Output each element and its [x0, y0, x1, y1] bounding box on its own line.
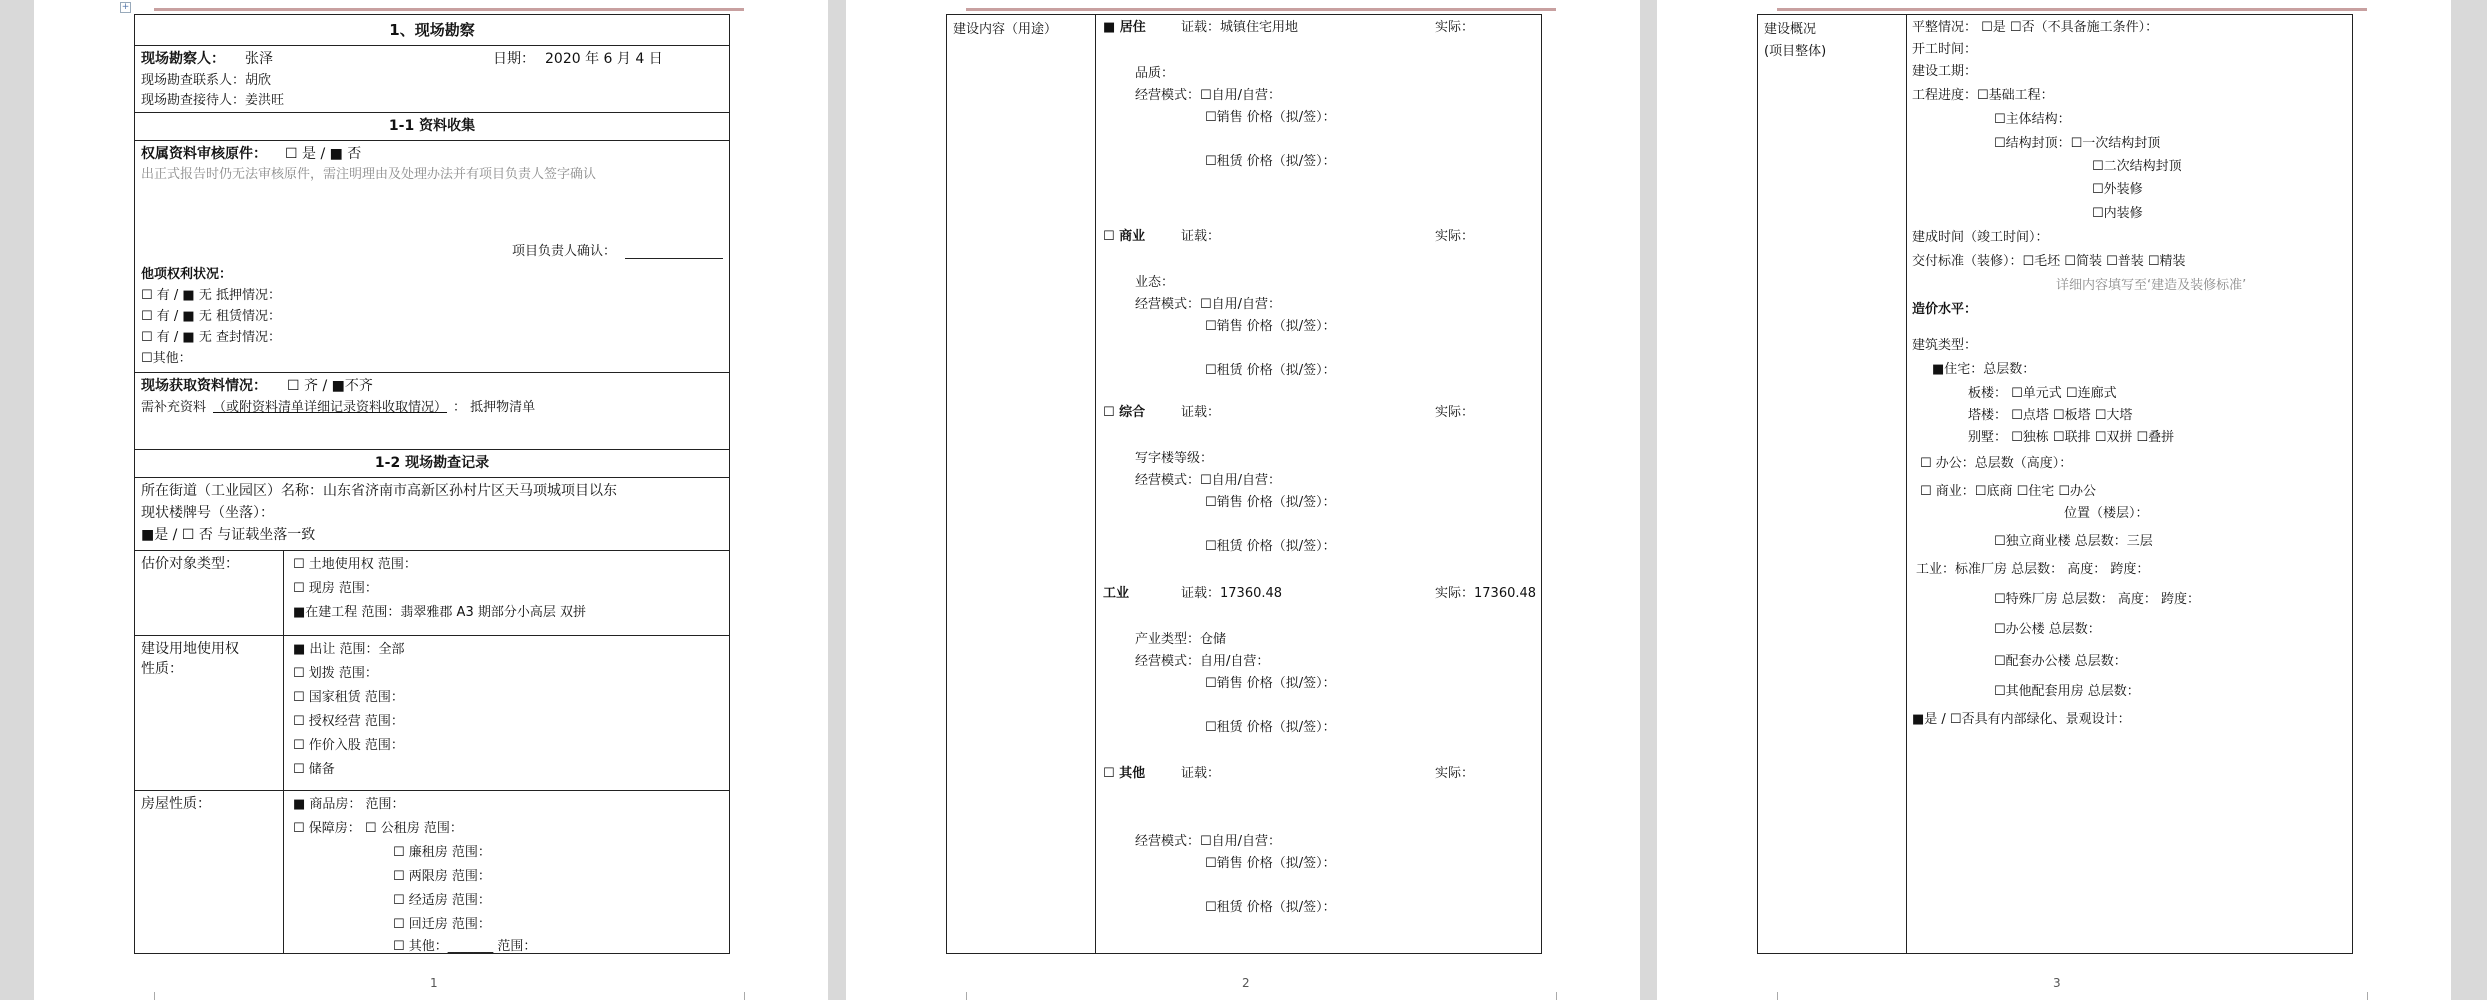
rights-item-seizure[interactable]: ☐ 有 / ■ 无 查封情况：	[141, 330, 281, 345]
supplement-label: 需补充资料	[141, 400, 207, 415]
usage-block-line[interactable]: ☐租赁 价格（拟/签）：	[1205, 720, 1336, 735]
land-item-equity[interactable]: ☐ 作价入股 范围：	[293, 738, 404, 753]
overview-line[interactable]: 开工时间：	[1912, 42, 1978, 57]
match-line[interactable]: ■是 / ☐ 否 与证载坐落一致	[141, 527, 316, 543]
overview-line[interactable]: ☐结构封顶：☐一次结构封顶	[1994, 136, 2161, 151]
house-item-affordable[interactable]: ☐ 保障房： ☐ 公租房 范围：	[293, 821, 463, 836]
usage-block-line[interactable]: 经营模式：☐自用/自营：	[1135, 834, 1282, 849]
house-item-two-limit[interactable]: ☐ 两限房 范围：	[393, 869, 491, 884]
usage-block-line[interactable]: 品质：	[1135, 66, 1175, 81]
valuation-item-land[interactable]: ☐ 土地使用权 范围：	[293, 557, 417, 572]
usage-block-line[interactable]: 写字楼等级：	[1135, 451, 1214, 466]
overview-line[interactable]: 别墅： ☐独栋 ☐联排 ☐双拼 ☐叠拼	[1968, 430, 2175, 445]
overview-lines	[1906, 15, 2352, 953]
onsite-label: 现场获取资料情况：	[141, 378, 267, 394]
overview-line[interactable]: 塔楼： ☐点塔 ☐板塔 ☐大塔	[1968, 408, 2133, 423]
overview-line[interactable]: ☐其他配套用房 总层数：	[1994, 684, 2140, 699]
surveyor-name[interactable]: 张泽	[245, 51, 273, 67]
usage-block-line[interactable]: ☐租赁 价格（拟/签）：	[1205, 154, 1336, 169]
valuation-item-construction[interactable]: ■在建工程 范围：翡翠雅郡 A3 期部分小高层 双拼	[293, 605, 586, 620]
footer-mark-left	[1777, 992, 1778, 1000]
street-line[interactable]: 所在街道（工业园区）名称：山东省济南市高新区孙村片区天马项城项目以东	[141, 483, 617, 499]
overview-left-label-2: (项目整体)	[1764, 44, 1827, 59]
overview-line[interactable]: 详细内容填写至‘建造及装修标准’	[2056, 278, 2247, 293]
survey-table-page2	[946, 14, 1542, 954]
land-row	[135, 635, 729, 791]
valuation-row	[135, 550, 729, 636]
footer-mark-left	[966, 992, 967, 1000]
ownership-row	[135, 140, 729, 373]
usage-block-head[interactable]: ☐ 其他	[1103, 766, 1146, 781]
header-rule	[154, 8, 744, 11]
overview-line[interactable]: ☐二次结构封顶	[2092, 159, 2182, 174]
rights-item-lease[interactable]: ☐ 有 / ■ 无 租赁情况：	[141, 309, 281, 324]
footer-mark-right	[744, 992, 745, 1000]
footer-mark-right	[2367, 992, 2368, 1000]
house-label: 房屋性质：	[141, 796, 211, 812]
header-rule	[1777, 8, 2367, 11]
ownership-note: 出正式报告时仍无法审核原件，需注明理由及处理办法并有项目负责人签字确认	[141, 167, 597, 182]
overview-line[interactable]: 造价水平：	[1912, 302, 1978, 317]
house-item-other[interactable]: ☐ 其他：_______ 范围：	[393, 939, 537, 954]
sub2-title-row	[135, 449, 729, 478]
overview-line[interactable]: ☐ 商业：☐底商 ☐住宅 ☐办公	[1920, 484, 2097, 499]
footer-mark-right	[1556, 992, 1557, 1000]
overview-line[interactable]: ■是 / ☐否具有内部绿化、景观设计：	[1912, 712, 2131, 727]
house-row	[135, 790, 729, 952]
overview-line[interactable]: ☐独立商业楼 总层数：三层	[1994, 534, 2153, 549]
usage-block-line[interactable]: 业态：	[1135, 275, 1175, 290]
usage-left-label: 建设内容（用途）	[953, 22, 1058, 37]
usage-block-line[interactable]: ☐销售 价格（拟/签）：	[1205, 856, 1336, 871]
location-row	[135, 477, 729, 551]
usage-block-line[interactable]: 经营模式：自用/自营：	[1135, 654, 1270, 669]
usage-block-line[interactable]: 经营模式：☐自用/自营：	[1135, 297, 1282, 312]
overview-line[interactable]: 工业：标准厂房 总层数： 高度： 跨度：	[1916, 562, 2150, 577]
usage-block-head[interactable]: 工业	[1103, 586, 1130, 601]
page-number-1: 1	[430, 976, 438, 990]
usage-block-line[interactable]: 产业类型：仓储	[1135, 632, 1227, 647]
overview-line[interactable]: 交付标准（装修）：☐毛坯 ☐简装 ☐普装 ☐精装	[1912, 254, 2186, 269]
sub1-title-row	[135, 112, 729, 141]
pm-confirm-label: 项目负责人确认：	[512, 244, 617, 259]
usage-block-line[interactable]: ☐租赁 价格（拟/签）：	[1205, 900, 1336, 915]
section-title: 1、现场勘察	[389, 21, 475, 39]
overview-line[interactable]: 平整情况： ☐是 ☐否（不具备施工条件）：	[1912, 20, 2159, 35]
usage-block-line[interactable]: ☐销售 价格（拟/签）：	[1205, 110, 1336, 125]
table-move-handle-icon[interactable]: +	[121, 2, 130, 12]
footer-mark-left	[154, 992, 155, 1000]
date-label: 日期：	[493, 51, 535, 67]
contact-line: 现场勘查联系人：胡欣	[141, 73, 272, 88]
supplement-value[interactable]: ： 抵押物清单	[453, 400, 536, 415]
overview-line[interactable]: ☐内装修	[2092, 206, 2143, 221]
page-3	[1657, 0, 2451, 1000]
ownership-label: 权属资料审核原件：	[141, 146, 267, 162]
usage-block-actual[interactable]: 实际：	[1435, 20, 1475, 35]
overview-line[interactable]: 建设工期：	[1912, 64, 1978, 79]
surveyor-row	[135, 45, 729, 113]
usage-block-line[interactable]: ☐租赁 价格（拟/签）：	[1205, 539, 1336, 554]
overview-line[interactable]: ■住宅：总层数：	[1932, 362, 2036, 377]
overview-line[interactable]: ☐主体结构：	[1994, 112, 2071, 127]
supplement-link[interactable]: （或附资料清单详细记录资料收取情况）	[213, 400, 448, 415]
land-label-1: 建设用地使用权	[141, 641, 239, 657]
usage-block-actual[interactable]: 实际：	[1435, 229, 1475, 244]
overview-line[interactable]: 建成时间（竣工时间）：	[1912, 230, 2049, 245]
page-number-2: 2	[1242, 976, 1250, 990]
house-item-economic[interactable]: ☐ 经适房 范围：	[393, 893, 491, 908]
pm-confirm-signature-line[interactable]	[625, 258, 723, 259]
land-item-authorized[interactable]: ☐ 授权经营 范围：	[293, 714, 404, 729]
overview-line[interactable]: 建筑类型：	[1912, 338, 1978, 353]
usage-block-line[interactable]: ☐销售 价格（拟/签）：	[1205, 319, 1336, 334]
usage-block-cert[interactable]: 证载：	[1181, 766, 1221, 781]
onsite-options[interactable]: ☐ 齐 / ■不齐	[287, 378, 373, 394]
onsite-row	[135, 372, 729, 450]
overview-line[interactable]: 位置（楼层）：	[2064, 506, 2149, 521]
overview-left-label-1: 建设概况	[1764, 22, 1817, 37]
land-label-2: 性质：	[141, 661, 183, 677]
usage-block-cert[interactable]: 证载：	[1181, 405, 1221, 420]
section-title-row	[135, 15, 729, 46]
usage-block-actual[interactable]: 实际：17360.48	[1435, 586, 1537, 601]
usage-block-line[interactable]: 经营模式：☐自用/自营：	[1135, 473, 1282, 488]
usage-block-head[interactable]: ■ 居住	[1103, 20, 1146, 35]
house-no-line[interactable]: 现状楼牌号（坐落）：	[141, 505, 274, 521]
page-1	[34, 0, 828, 1000]
usage-block-head[interactable]: ☐ 商业	[1103, 229, 1146, 244]
usage-block-line[interactable]: ☐销售 价格（拟/签）：	[1205, 676, 1336, 691]
sub2-title: 1-2 现场勘查记录	[374, 455, 490, 471]
valuation-label: 估价对象类型：	[141, 556, 239, 572]
overview-line[interactable]: ☐办公楼 总层数：	[1994, 622, 2101, 637]
page-number-3: 3	[2053, 976, 2061, 990]
receiver-line: 现场勘查接待人：姜洪旺	[141, 93, 285, 108]
rights-item-other[interactable]: ☐其他：	[141, 351, 192, 366]
survey-table-page3	[1757, 14, 2353, 954]
rights-item-mortgage[interactable]: ☐ 有 / ■ 无 抵押情况：	[141, 288, 281, 303]
survey-table-page1	[134, 14, 730, 954]
overview-line[interactable]: ☐配套办公楼 总层数：	[1994, 654, 2127, 669]
usage-block-cert[interactable]: 证载：城镇住宅用地	[1181, 20, 1299, 35]
ownership-options[interactable]: ☐ 是 / ■ 否	[285, 146, 362, 162]
house-item-low-rent[interactable]: ☐ 廉租房 范围：	[393, 845, 491, 860]
sub1-title: 1-1 资料收集	[388, 118, 476, 134]
overview-line[interactable]: 工程进度：☐基础工程：	[1912, 88, 2054, 103]
overview-line[interactable]: 板楼： ☐单元式 ☐连廊式	[1968, 386, 2117, 401]
overview-line[interactable]: ☐特殊厂房 总层数： 高度： 跨度：	[1994, 592, 2201, 607]
usage-block-actual[interactable]: 实际：	[1435, 766, 1475, 781]
land-item-lease[interactable]: ☐ 国家租赁 范围：	[293, 690, 404, 705]
house-item-commercial[interactable]: ■ 商品房： 范围：	[293, 797, 405, 812]
usage-block-line[interactable]: ☐租赁 价格（拟/签）：	[1205, 363, 1336, 378]
usage-block-cert[interactable]: 证载：17360.48	[1181, 586, 1283, 601]
header-rule	[966, 8, 1556, 11]
land-item-allocation[interactable]: ☐ 划拨 范围：	[293, 666, 378, 681]
usage-block-line[interactable]: 经营模式：☐自用/自营：	[1135, 88, 1282, 103]
valuation-item-existing[interactable]: ☐ 现房 范围：	[293, 581, 378, 596]
usage-block-actual[interactable]: 实际：	[1435, 405, 1475, 420]
surveyor-label: 现场勘察人：	[141, 51, 225, 67]
overview-line[interactable]: ☐外装修	[2092, 182, 2143, 197]
land-item-reserve[interactable]: ☐ 储备	[293, 762, 335, 777]
house-item-resettle[interactable]: ☐ 回迁房 范围：	[393, 917, 491, 932]
other-rights-title: 他项权利状况：	[141, 267, 233, 282]
overview-line[interactable]: ☐ 办公：总层数（高度）：	[1920, 456, 2073, 471]
date-value[interactable]: 2020 年 6 月 4 日	[545, 51, 663, 67]
usage-block-line[interactable]: ☐销售 价格（拟/签）：	[1205, 495, 1336, 510]
usage-block-head[interactable]: ☐ 综合	[1103, 405, 1146, 420]
land-item-transfer[interactable]: ■ 出让 范围：全部	[293, 642, 405, 657]
usage-blocks	[1095, 15, 1541, 953]
page-2	[846, 0, 1640, 1000]
usage-block-cert[interactable]: 证载：	[1181, 229, 1221, 244]
